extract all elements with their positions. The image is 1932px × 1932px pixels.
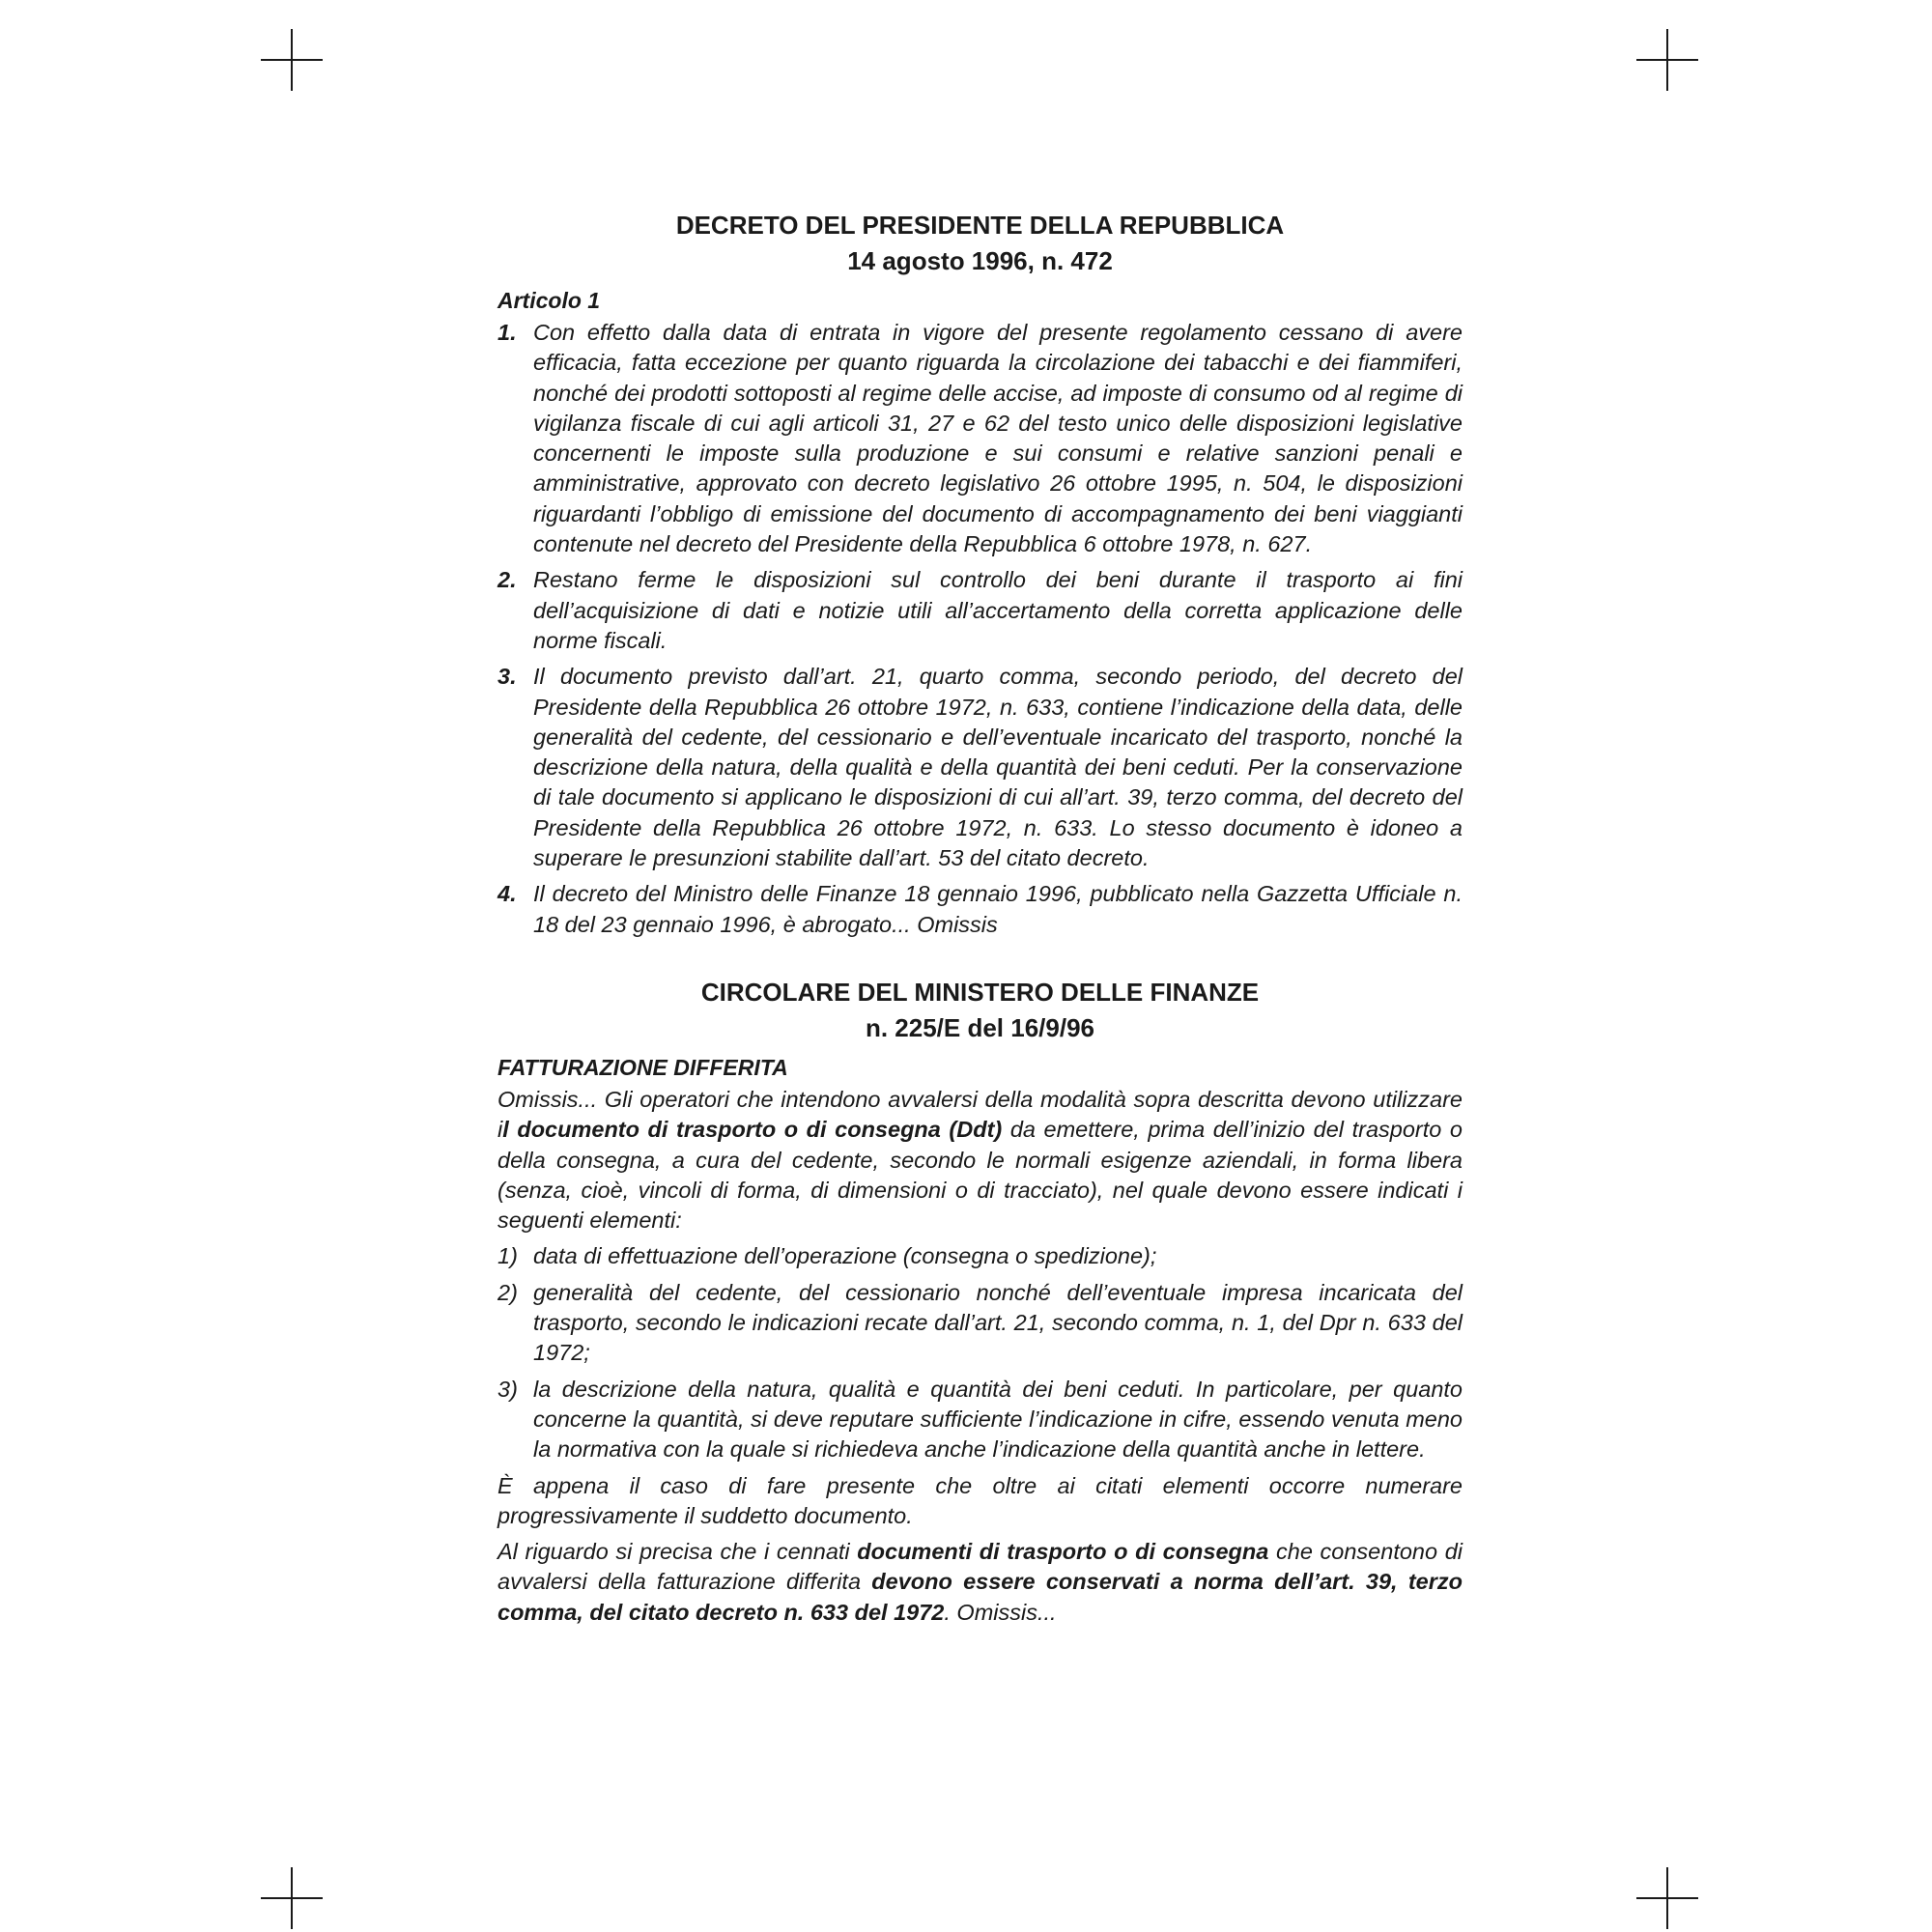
crop-mark xyxy=(291,29,293,91)
item-number: 4. xyxy=(497,881,517,907)
closing-text: Al riguardo si precisa che i cennati xyxy=(497,1539,858,1565)
item-number: 1. xyxy=(497,320,517,345)
intro-bold: l documento di trasporto o di consegna (Ddt) xyxy=(502,1117,1003,1143)
intro-paragraph xyxy=(497,1085,1463,1236)
item-number: 2) xyxy=(497,1279,518,1305)
item-text: la descrizione della natura, qualità e quantità dei beni ceduti. In particolare, per quanto concerne la quantità, si deve reputare sufficiente l’indicazione in cifre, essendo venuta meno la normativa con la quale si richiedeva anche l’indicazione della quantità anche in lettere. xyxy=(533,1376,1463,1463)
item-number: 3. xyxy=(497,664,517,690)
note-paragraph: È appena il caso di fare presente che oltre ai citati elementi occorre numerare progressivamente il suddetto documento. xyxy=(497,1472,1463,1528)
item-text: Il documento previsto dall’art. 21, quarto comma, secondo periodo, del decreto del Presidente della Repubblica 26 ottobre 1972, n. 633, contiene l’indicazione della data, delle generalità del cedente, del cessionario e dell’eventuale incaricato del trasporto, nonché la descrizione della natura, della qualità e della quantità dei beni ceduti. Per la conservazione di tale documento si applicano le disposizioni di cui all’art. 39, terzo comma, del decreto del Presidente della Repubblica 26 ottobre 1972, n. 633. Lo stesso documento è idoneo a superare le presunzioni stabilite dall’art. 53 del citato decreto. xyxy=(533,664,1463,871)
decree-subtitle: 14 agosto 1996, n. 472 xyxy=(847,246,1113,275)
circular-item xyxy=(497,1241,1463,1271)
intro-text-cont: da emettere, prima dell’inizio del trasporto o della consegna, a cura del cedente, secondo le normali esigenze aziendali, in forma libera (senza, cioè, vincoli di forma, di dimensioni o di tracciato), nel quale devono essere indicati i seguenti elementi: xyxy=(497,1117,1463,1234)
crop-mark xyxy=(291,1867,293,1929)
decree-item xyxy=(497,879,1463,940)
closing-text-cont: che consentono di avvalersi della fatturazione differita xyxy=(497,1539,1463,1595)
document-body xyxy=(497,208,1463,1628)
item-text: Il decreto del Ministro delle Finanze 18 gennaio 1996, pubblicato nella Gazzetta Ufficiale n. 18 del 23 gennaio 1996, è abrogato... Omissis xyxy=(533,881,1463,937)
circular-item xyxy=(497,1375,1463,1465)
decree-title: DECRETO DEL PRESIDENTE DELLA REPUBBLICA xyxy=(675,211,1285,240)
circular-subtitle: n. 225/E del 16/9/96 xyxy=(865,1012,1095,1042)
item-number: 1) xyxy=(497,1243,518,1269)
crop-mark xyxy=(1666,29,1668,91)
item-text: generalità del cedente, del cessionario nonché dell’eventuale impresa incaricata del trasporto, secondo le indicazioni recate dall’art. 21, secondo comma, n. 1, del Dpr n. 633 del 1972; xyxy=(533,1279,1463,1366)
decree-item xyxy=(497,318,1463,559)
circular-item xyxy=(497,1278,1463,1369)
section-heading: FATTURAZIONE DIFFERITA xyxy=(497,1054,788,1080)
circular-title: CIRCOLARE DEL MINISTERO DELLE FINANZE xyxy=(700,977,1260,1007)
article-heading: Articolo 1 xyxy=(497,288,601,313)
item-number: 2. xyxy=(497,567,517,593)
item-text: Restano ferme le disposizioni sul controllo dei beni durante il trasporto ai fini dell’acquisizione di dati e notizie utili all’accertamento della corretta applicazione delle norme fiscali. xyxy=(533,567,1463,653)
intro-text: Omissis... Gli operatori che intendono avvalersi della modalità sopra descritta devono utilizzare i xyxy=(497,1086,1463,1143)
closing-bold-2: devono essere conservati a norma dell’art. 39, terzo comma, del citato decreto n. 633 del 1972 xyxy=(497,1569,1463,1625)
item-number: 3) xyxy=(497,1376,518,1402)
item-text: data di effettuazione dell’operazione (consegna o spedizione); xyxy=(533,1243,1157,1269)
closing-text-end: . Omissis... xyxy=(944,1599,1057,1625)
crop-mark xyxy=(1666,1867,1668,1929)
closing-bold: documenti di trasporto o di consegna xyxy=(857,1539,1269,1565)
item-text: Con effetto dalla data di entrata in vigore del presente regolamento cessano di avere efficacia, fatta eccezione per quanto riguarda la circolazione dei tabacchi e dei fiammiferi, nonché dei prodotti sottoposti al regime delle accise, ad imposte di consumo od al regime di vigilanza fiscale di cui agli articoli 31, 27 e 62 del testo unico delle disposizioni legislative concernenti le imposte sulla produzione e sui consumi e relative sanzioni penali e amministrative, approvato con decreto legislativo 26 ottobre 1995, n. 504, le disposizioni riguardanti l’obbligo di emissione del documento di accompagnamento dei beni viaggianti contenute nel decreto del Presidente della Repubblica 6 ottobre 1978, n. 627. xyxy=(533,320,1463,557)
decree-item xyxy=(497,565,1463,656)
decree-item xyxy=(497,662,1463,873)
closing-paragraph xyxy=(497,1537,1463,1628)
